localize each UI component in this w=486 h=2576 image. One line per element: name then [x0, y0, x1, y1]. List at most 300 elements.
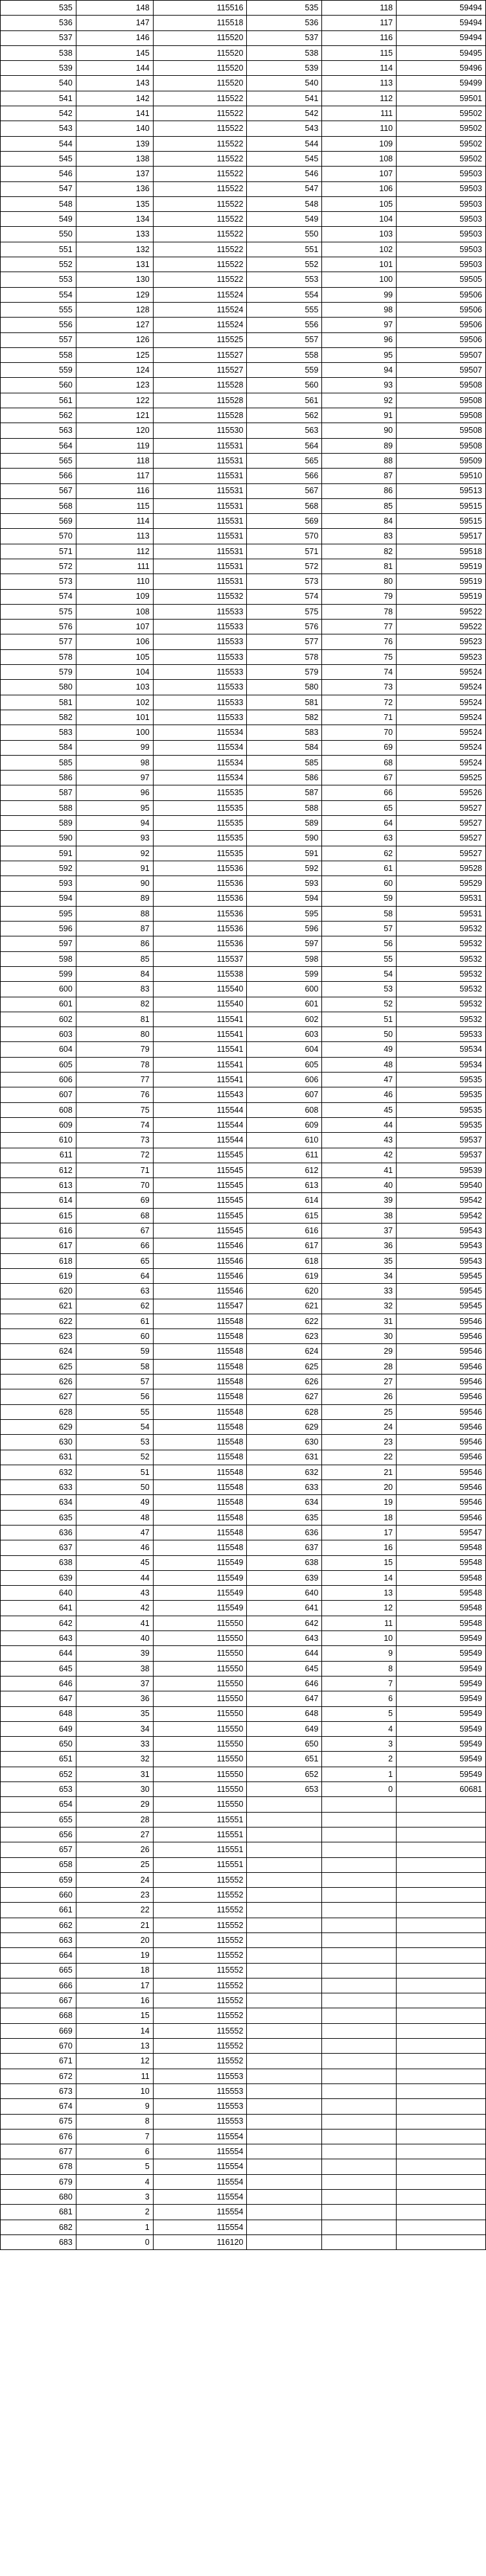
cell-right-index: 621 — [247, 1299, 322, 1314]
table-row — [1, 91, 486, 106]
cell-left-count: 61 — [76, 1314, 153, 1329]
cell-left-index: 612 — [1, 1163, 76, 1178]
cell-right-count — [322, 2190, 397, 2205]
cell-left-index: 683 — [1, 2234, 76, 2249]
cell-right-index — [247, 2220, 322, 2234]
cell-left-value: 115549 — [153, 1601, 247, 1616]
cell-right-value: 59524 — [397, 680, 486, 695]
cell-right-index — [247, 1842, 322, 1857]
cell-right-index: 590 — [247, 831, 322, 846]
table-row — [1, 2220, 486, 2234]
cell-right-index: 629 — [247, 1419, 322, 1434]
cell-right-index — [247, 2099, 322, 2114]
cell-right-index: 547 — [247, 181, 322, 196]
cell-left-value: 115552 — [153, 1978, 247, 1993]
table-row — [1, 1827, 486, 1842]
cell-left-value: 115522 — [153, 242, 247, 257]
cell-left-value: 115531 — [153, 574, 247, 589]
cell-right-value — [397, 1872, 486, 1887]
cell-right-value: 59527 — [397, 831, 486, 846]
table-row — [1, 1601, 486, 1616]
cell-left-count: 144 — [76, 61, 153, 76]
table-row — [1, 1706, 486, 1721]
cell-left-count: 30 — [76, 1782, 153, 1797]
cell-right-count: 72 — [322, 695, 397, 710]
cell-right-count: 118 — [322, 1, 397, 16]
cell-right-index: 639 — [247, 1570, 322, 1585]
cell-left-index: 615 — [1, 1208, 76, 1223]
cell-right-count — [322, 2023, 397, 2038]
table-row — [1, 906, 486, 921]
cell-right-value: 59548 — [397, 1601, 486, 1616]
cell-left-index: 574 — [1, 589, 76, 604]
cell-right-count: 9 — [322, 1646, 397, 1661]
cell-left-value: 115528 — [153, 378, 247, 393]
cell-right-index: 605 — [247, 1057, 322, 1072]
cell-left-count: 113 — [76, 529, 153, 544]
cell-left-value: 115531 — [153, 498, 247, 513]
cell-left-value: 115552 — [153, 1918, 247, 1932]
table-row — [1, 121, 486, 136]
cell-left-index: 675 — [1, 2114, 76, 2129]
cell-left-value: 115538 — [153, 967, 247, 982]
cell-left-value: 115547 — [153, 1299, 247, 1314]
cell-left-value: 115550 — [153, 1676, 247, 1691]
cell-left-index: 545 — [1, 151, 76, 166]
cell-right-index: 622 — [247, 1314, 322, 1329]
cell-left-count: 97 — [76, 771, 153, 785]
cell-right-index: 577 — [247, 634, 322, 649]
cell-right-value: 59546 — [397, 1450, 486, 1465]
cell-left-value: 115522 — [153, 196, 247, 211]
cell-left-value: 115548 — [153, 1389, 247, 1404]
cell-left-count: 8 — [76, 2114, 153, 2129]
cell-left-index: 622 — [1, 1314, 76, 1329]
cell-right-count: 1 — [322, 1767, 397, 1781]
cell-right-value: 59507 — [397, 347, 486, 362]
cell-left-index: 595 — [1, 906, 76, 921]
cell-right-count: 0 — [322, 1782, 397, 1797]
table-row — [1, 1208, 486, 1223]
cell-left-value: 115531 — [153, 469, 247, 483]
cell-right-count: 73 — [322, 680, 397, 695]
cell-left-index: 564 — [1, 438, 76, 453]
cell-right-index — [247, 1812, 322, 1827]
cell-right-value: 59535 — [397, 1073, 486, 1087]
table-row — [1, 1419, 486, 1434]
cell-right-count — [322, 1812, 397, 1827]
cell-left-index: 566 — [1, 469, 76, 483]
cell-left-index: 629 — [1, 1419, 76, 1434]
cell-right-value: 59494 — [397, 1, 486, 16]
cell-left-value: 115552 — [153, 2008, 247, 2023]
table-row — [1, 61, 486, 76]
table-row — [1, 332, 486, 347]
cell-right-count: 45 — [322, 1102, 397, 1117]
cell-right-count: 24 — [322, 1419, 397, 1434]
cell-left-count: 66 — [76, 1238, 153, 1253]
cell-left-count: 140 — [76, 121, 153, 136]
cell-right-value — [397, 1842, 486, 1857]
cell-left-count: 6 — [76, 2144, 153, 2159]
table-row — [1, 1888, 486, 1903]
cell-right-index — [247, 1797, 322, 1812]
cell-left-index: 682 — [1, 2220, 76, 2234]
cell-right-count: 60 — [322, 876, 397, 891]
cell-right-count — [322, 2220, 397, 2234]
cell-left-count: 124 — [76, 363, 153, 378]
cell-right-count — [322, 2174, 397, 2189]
cell-left-count: 126 — [76, 332, 153, 347]
cell-right-count — [322, 1918, 397, 1932]
cell-right-index: 580 — [247, 680, 322, 695]
cell-left-value: 115536 — [153, 876, 247, 891]
cell-left-index: 561 — [1, 393, 76, 408]
cell-left-index: 645 — [1, 1661, 76, 1676]
cell-left-index: 658 — [1, 1857, 76, 1872]
cell-right-index — [247, 2205, 322, 2220]
cell-left-index: 551 — [1, 242, 76, 257]
cell-left-count: 52 — [76, 1450, 153, 1465]
cell-left-value: 115522 — [153, 121, 247, 136]
cell-right-index: 546 — [247, 167, 322, 181]
cell-right-index — [247, 1918, 322, 1932]
cell-left-count: 91 — [76, 861, 153, 876]
cell-left-count: 25 — [76, 1857, 153, 1872]
cell-right-value: 59526 — [397, 785, 486, 800]
table-row — [1, 1676, 486, 1691]
cell-left-count: 65 — [76, 1253, 153, 1268]
cell-left-index: 671 — [1, 2054, 76, 2069]
cell-right-index — [247, 2174, 322, 2189]
cell-left-index: 639 — [1, 1570, 76, 1585]
table-row — [1, 498, 486, 513]
cell-left-value: 115548 — [153, 1465, 247, 1479]
cell-right-index: 559 — [247, 363, 322, 378]
cell-left-count: 77 — [76, 1073, 153, 1087]
cell-right-index: 544 — [247, 136, 322, 151]
cell-left-index: 660 — [1, 1888, 76, 1903]
cell-left-value: 115552 — [153, 1903, 247, 1918]
table-row — [1, 514, 486, 529]
cell-right-count — [322, 2083, 397, 2098]
cell-left-value: 115550 — [153, 1706, 247, 1721]
table-row — [1, 1737, 486, 1752]
cell-left-value: 115534 — [153, 755, 247, 770]
cell-left-count: 146 — [76, 30, 153, 45]
cell-right-index: 647 — [247, 1691, 322, 1706]
cell-left-count: 89 — [76, 891, 153, 906]
cell-left-index: 653 — [1, 1782, 76, 1797]
cell-left-value: 115546 — [153, 1253, 247, 1268]
cell-left-index: 646 — [1, 1676, 76, 1691]
cell-left-index: 668 — [1, 2008, 76, 2023]
cell-left-value: 115548 — [153, 1314, 247, 1329]
table-row — [1, 1993, 486, 2008]
cell-right-index: 558 — [247, 347, 322, 362]
cell-left-count: 71 — [76, 1163, 153, 1178]
cell-right-value: 59535 — [397, 1087, 486, 1102]
cell-right-value — [397, 2234, 486, 2249]
cell-right-index: 572 — [247, 559, 322, 574]
cell-left-index: 553 — [1, 272, 76, 287]
cell-left-value: 115545 — [153, 1193, 247, 1208]
cell-left-index: 597 — [1, 936, 76, 951]
cell-right-index: 642 — [247, 1616, 322, 1630]
cell-right-count: 83 — [322, 529, 397, 544]
cell-right-count: 90 — [322, 423, 397, 438]
cell-left-value: 115551 — [153, 1842, 247, 1857]
cell-right-value: 59505 — [397, 272, 486, 287]
cell-right-index: 625 — [247, 1359, 322, 1374]
cell-right-count: 50 — [322, 1027, 397, 1042]
cell-left-count: 116 — [76, 483, 153, 498]
cell-left-value: 115522 — [153, 212, 247, 227]
table-row — [1, 1042, 486, 1057]
cell-left-count: 63 — [76, 1284, 153, 1299]
cell-left-count: 62 — [76, 1299, 153, 1314]
cell-right-index: 548 — [247, 196, 322, 211]
cell-right-value: 59515 — [397, 498, 486, 513]
cell-left-index: 634 — [1, 1495, 76, 1510]
cell-right-value — [397, 2174, 486, 2189]
cell-left-index: 537 — [1, 30, 76, 45]
table-row — [1, 544, 486, 559]
cell-right-index: 600 — [247, 982, 322, 997]
table-row — [1, 1073, 486, 1087]
cell-right-count: 53 — [322, 982, 397, 997]
cell-left-count: 41 — [76, 1616, 153, 1630]
cell-right-index: 603 — [247, 1027, 322, 1042]
cell-right-count — [322, 1797, 397, 1812]
table-row — [1, 242, 486, 257]
cell-left-index: 536 — [1, 16, 76, 30]
cell-right-value: 59499 — [397, 76, 486, 91]
cell-right-count — [322, 1933, 397, 1948]
table-row — [1, 1148, 486, 1163]
cell-left-index: 593 — [1, 876, 76, 891]
cell-right-count: 40 — [322, 1178, 397, 1193]
cell-right-index: 610 — [247, 1133, 322, 1148]
cell-left-count: 88 — [76, 906, 153, 921]
cell-left-count: 35 — [76, 1706, 153, 1721]
table-row — [1, 272, 486, 287]
cell-left-count: 93 — [76, 831, 153, 846]
cell-right-value — [397, 2144, 486, 2159]
cell-right-value: 59506 — [397, 332, 486, 347]
cell-right-count: 84 — [322, 514, 397, 529]
cell-left-value: 115545 — [153, 1208, 247, 1223]
cell-right-count: 79 — [322, 589, 397, 604]
cell-right-count — [322, 2129, 397, 2144]
table-row — [1, 76, 486, 91]
cell-left-value: 115551 — [153, 1812, 247, 1827]
cell-right-value — [397, 2023, 486, 2038]
cell-left-index: 549 — [1, 212, 76, 227]
cell-left-count: 64 — [76, 1268, 153, 1283]
cell-right-count: 20 — [322, 1480, 397, 1495]
table-row — [1, 1087, 486, 1102]
cell-right-count: 69 — [322, 740, 397, 755]
table-row — [1, 2023, 486, 2038]
cell-right-value: 59546 — [397, 1435, 486, 1450]
cell-left-index: 573 — [1, 574, 76, 589]
cell-left-count: 114 — [76, 514, 153, 529]
table-row — [1, 861, 486, 876]
cell-right-index: 570 — [247, 529, 322, 544]
cell-right-value: 59519 — [397, 559, 486, 574]
cell-right-count: 78 — [322, 604, 397, 619]
cell-right-index: 586 — [247, 771, 322, 785]
cell-left-count: 12 — [76, 2054, 153, 2069]
cell-right-count: 10 — [322, 1631, 397, 1646]
cell-right-index: 595 — [247, 906, 322, 921]
cell-right-count: 35 — [322, 1253, 397, 1268]
cell-left-index: 680 — [1, 2190, 76, 2205]
cell-right-index: 620 — [247, 1284, 322, 1299]
cell-right-count: 28 — [322, 1359, 397, 1374]
cell-left-count: 2 — [76, 2205, 153, 2220]
cell-left-index: 604 — [1, 1042, 76, 1057]
table-row — [1, 1752, 486, 1767]
cell-left-count: 106 — [76, 634, 153, 649]
cell-left-index: 641 — [1, 1601, 76, 1616]
cell-left-index: 643 — [1, 1631, 76, 1646]
cell-left-index: 670 — [1, 2039, 76, 2054]
cell-right-index: 632 — [247, 1465, 322, 1479]
cell-right-count: 61 — [322, 861, 397, 876]
cell-right-value: 59507 — [397, 363, 486, 378]
cell-left-count: 38 — [76, 1661, 153, 1676]
table-row — [1, 1661, 486, 1676]
cell-left-count: 107 — [76, 620, 153, 634]
cell-right-count: 14 — [322, 1570, 397, 1585]
table-row — [1, 1117, 486, 1132]
cell-left-count: 75 — [76, 1102, 153, 1117]
cell-right-count: 64 — [322, 816, 397, 831]
cell-left-count: 43 — [76, 1586, 153, 1601]
table-row — [1, 680, 486, 695]
cell-right-value — [397, 1827, 486, 1842]
cell-right-count: 30 — [322, 1329, 397, 1344]
cell-left-count: 69 — [76, 1193, 153, 1208]
table-row — [1, 967, 486, 982]
cell-right-count: 29 — [322, 1344, 397, 1359]
cell-left-count: 102 — [76, 695, 153, 710]
cell-left-count: 131 — [76, 257, 153, 272]
cell-left-index: 572 — [1, 559, 76, 574]
cell-right-value: 59524 — [397, 665, 486, 680]
cell-right-index: 578 — [247, 649, 322, 664]
cell-left-value: 115520 — [153, 30, 247, 45]
cell-right-value: 59519 — [397, 574, 486, 589]
cell-right-value: 59532 — [397, 951, 486, 966]
cell-left-value: 115554 — [153, 2144, 247, 2159]
cell-right-value — [397, 1857, 486, 1872]
table-row — [1, 1933, 486, 1948]
cell-right-index — [247, 2129, 322, 2144]
cell-right-count: 92 — [322, 393, 397, 408]
cell-right-count — [322, 1872, 397, 1887]
table-body — [1, 1, 486, 2250]
cell-left-index: 625 — [1, 1359, 76, 1374]
cell-right-count: 82 — [322, 544, 397, 559]
cell-left-index: 620 — [1, 1284, 76, 1299]
cell-right-value: 59534 — [397, 1042, 486, 1057]
cell-left-count: 0 — [76, 2234, 153, 2249]
cell-left-value: 115522 — [153, 257, 247, 272]
cell-right-index — [247, 1857, 322, 1872]
cell-right-index: 540 — [247, 76, 322, 91]
cell-right-index: 554 — [247, 287, 322, 302]
cell-left-value: 115522 — [153, 91, 247, 106]
table-row — [1, 725, 486, 740]
cell-left-value: 115550 — [153, 1631, 247, 1646]
cell-right-value: 59535 — [397, 1117, 486, 1132]
table-row — [1, 1495, 486, 1510]
table-row — [1, 1616, 486, 1630]
cell-left-index: 665 — [1, 1963, 76, 1978]
table-row — [1, 1918, 486, 1932]
cell-right-value: 59549 — [397, 1676, 486, 1691]
cell-left-index: 617 — [1, 1238, 76, 1253]
cell-left-count: 54 — [76, 1419, 153, 1434]
cell-left-value: 115546 — [153, 1268, 247, 1283]
cell-right-index — [247, 1888, 322, 1903]
cell-right-value: 59546 — [397, 1375, 486, 1389]
cell-right-count: 110 — [322, 121, 397, 136]
cell-right-index: 598 — [247, 951, 322, 966]
cell-right-index: 644 — [247, 1646, 322, 1661]
cell-right-count: 34 — [322, 1268, 397, 1283]
cell-left-count: 139 — [76, 136, 153, 151]
cell-right-count: 57 — [322, 922, 397, 936]
table-row — [1, 1525, 486, 1540]
cell-left-index: 661 — [1, 1903, 76, 1918]
cell-left-index: 667 — [1, 1993, 76, 2008]
cell-left-index: 638 — [1, 1555, 76, 1570]
cell-right-index: 631 — [247, 1450, 322, 1465]
cell-left-value: 115548 — [153, 1404, 247, 1419]
cell-left-index: 582 — [1, 710, 76, 725]
cell-right-value: 59546 — [397, 1419, 486, 1434]
cell-right-count: 58 — [322, 906, 397, 921]
table-row — [1, 1540, 486, 1555]
table-row — [1, 1978, 486, 1993]
table-row — [1, 922, 486, 936]
cell-left-value: 115531 — [153, 483, 247, 498]
cell-left-count: 105 — [76, 649, 153, 664]
cell-right-count — [322, 2099, 397, 2114]
cell-right-value: 59537 — [397, 1133, 486, 1148]
table-row — [1, 2054, 486, 2069]
cell-right-value: 59524 — [397, 695, 486, 710]
cell-left-value: 115536 — [153, 861, 247, 876]
cell-left-value: 115544 — [153, 1102, 247, 1117]
cell-right-index: 602 — [247, 1012, 322, 1027]
cell-right-index: 594 — [247, 891, 322, 906]
cell-left-count: 125 — [76, 347, 153, 362]
cell-right-count: 104 — [322, 212, 397, 227]
cell-right-index — [247, 2190, 322, 2205]
cell-left-value: 115522 — [153, 227, 247, 242]
cell-left-value: 115535 — [153, 800, 247, 815]
cell-left-count: 33 — [76, 1737, 153, 1752]
cell-right-index: 561 — [247, 393, 322, 408]
cell-right-index: 615 — [247, 1208, 322, 1223]
cell-left-index: 590 — [1, 831, 76, 846]
cell-right-index: 630 — [247, 1435, 322, 1450]
